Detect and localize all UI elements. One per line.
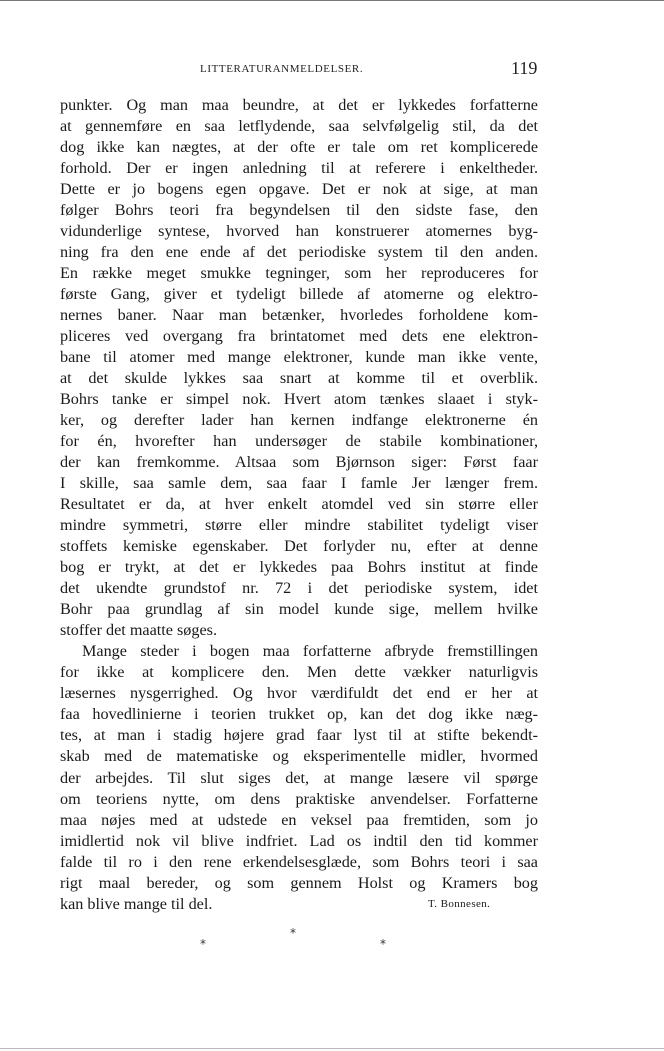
- text-line: Resultatet er da, at hver enkelt atomdel ved sin større eller: [60, 495, 538, 514]
- text-line: imidlertid nok vil blive indfriet. Lad os indtil den tid kommer: [60, 831, 538, 850]
- text-line: dog ikke kan nægtes, at der ofte er tale om ret komplicerede: [60, 138, 538, 157]
- text-line: der arbejdes. Til slut siges det, at mange læsere vil spørge: [60, 768, 538, 787]
- text-line: Dette er jo bogens egen opgave. Det er nok at sige, at man: [60, 180, 538, 199]
- text-line: nernes baner. Naar man betænker, hvorledes forholdene kom-: [60, 306, 538, 325]
- text-line: vidunderlige syntese, hvorved han konstruerer atomernes byg-: [60, 222, 538, 241]
- text-line: stoffets kemiske egenskaber. Det forlyder nu, efter at denne: [60, 537, 538, 556]
- text-line: stoffer det maatte søges.: [60, 621, 218, 640]
- paragraph: [60, 95, 538, 641]
- text-line: ning fra den ene ende af det periodiske system til den anden.: [60, 243, 538, 262]
- text-line: forhold. Der er ingen anledning til at referere i enkeltheder.: [60, 159, 538, 178]
- text-line: at gennemføre en saa letflydende, saa selvfølgelig stil, da det: [60, 117, 538, 136]
- text-line: om teoriens nytte, om dens praktiske anvendelser. Forfatterne: [60, 789, 538, 808]
- bottom-border-line: [0, 1048, 664, 1049]
- text-line: tes, at man i stadig højere grad faar lyst til at stifte bekendt-: [60, 726, 538, 745]
- top-border-line: [0, 0, 664, 1]
- text-line: skab med de matematiske og eksperimentelle midler, hvormed: [60, 747, 538, 766]
- closing-text: kan blive mange til del.: [60, 894, 213, 913]
- asterism-star: *: [380, 937, 386, 951]
- text-line: det ukendte grundstof nr. 72 i det periodiske system, idet: [60, 579, 538, 598]
- text-line: Bohr paa grundlag af sin model kunde sige, mellem hvilke: [60, 600, 538, 619]
- text-line: falde til ro i den rene erkendelsesglæde, som Bohrs teori i saa: [60, 852, 538, 871]
- asterism-star: *: [290, 926, 296, 940]
- text-line: Mange steder i bogen maa forfatterne afbryde fremstillingen: [82, 642, 538, 661]
- text-line: at det skulde lykkes saa snart at komme til et overblik.: [60, 369, 538, 388]
- text-line: bog er trykt, at det er lykkedes paa Bohrs institut at finde: [60, 558, 538, 577]
- body-text: [60, 95, 538, 915]
- text-line: faa hovedlinierne i teorien trukket op, kan det dog ikke næg-: [60, 705, 538, 724]
- text-line: følger Bohrs teori fra begyndelsen til den sidste fase, den: [60, 201, 538, 220]
- text-line: bane til atomer med mange elektroner, kunde man ikke vente,: [60, 348, 538, 367]
- text-line: for ikke at komplicere den. Men dette vækker naturligvis: [60, 663, 538, 682]
- text-line: mindre symmetri, større eller mindre stabilitet tydeligt viser: [60, 516, 538, 535]
- asterism-star: *: [200, 937, 206, 951]
- text-line: læsernes nysgerrighed. Og hvor værdifuldt det end er her at: [60, 684, 538, 703]
- text-line: rigt maal bereder, og som gennem Holst og Kramers bog: [60, 873, 538, 892]
- text-line: [60, 894, 538, 915]
- text-line: En række meget smukke tegninger, som her reproduceres for: [60, 264, 538, 283]
- text-line: punkter. Og man maa beundre, at det er lykkedes forfatterne: [60, 96, 538, 114]
- running-head: LITTERATURANMELDELSER.: [200, 63, 364, 75]
- text-line: der kan fremkomme. Altsaa som Bjørnson siger: Først faar: [60, 453, 538, 472]
- text-line: første Gang, giver et tydeligt billede af atomerne og elektro-: [60, 285, 538, 304]
- text-line: Bohrs tanke er simpel nok. Hvert atom tænkes slaaet i styk-: [60, 390, 538, 409]
- paragraph: [60, 641, 538, 914]
- text-line: pliceres ved overgang fra brintatomet med dets ene elektron-: [60, 327, 538, 346]
- text-line: ker, og derefter lader han kernen indfange elektronerne én: [60, 411, 538, 430]
- page-number: 119: [511, 58, 538, 78]
- author-signature: T. Bonnesen.: [428, 897, 491, 910]
- text-line: maa nøjes med at udstede en veksel paa fremtiden, som jo: [60, 810, 538, 829]
- text-line: I skille, saa samle dem, saa faar I famle Jer længer frem.: [60, 474, 538, 493]
- text-line: for én, hvorefter han undersøger de stabile kombinationer,: [60, 432, 538, 451]
